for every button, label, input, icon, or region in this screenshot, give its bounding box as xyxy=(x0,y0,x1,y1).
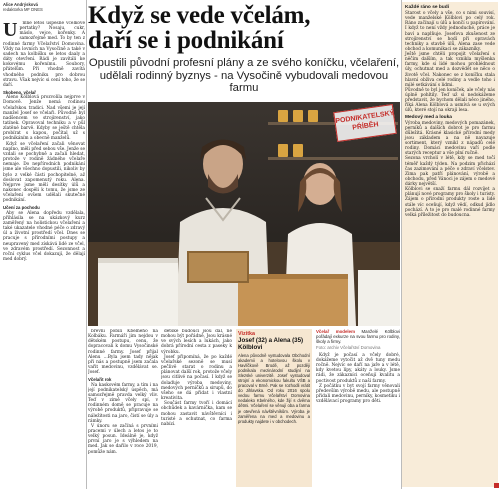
column5-paragraph-1: Když je počasí a včely dobré, dokážeme vytočit až dvě tuny medu ročně. Nejvíc se daří na jaře a v létě, kdy kvetou lípy, akáty a louky. Jsme rádi, že zákazníci oceňují kvalitu a poctivost produktů z naší farmy. xyxy=(316,352,400,384)
column2-subheading-1: Včelařit rok xyxy=(88,377,112,383)
column2-paragraph-3: V únoru se začíná s prvními pracemi v úlech a letos je to velký posun. Ideálně je, když první jaro je s výhledem na med. Jak se dařilo v roce 2019, pomůže nám. xyxy=(88,423,158,455)
story-stamp: PODNIKATELSKÝ PŘÍBĚH xyxy=(333,104,397,142)
photo-caption-text: Manželé Kölblovi pořádají exkurze na svou farmu pro rodiny, školy a firmy. xyxy=(316,329,400,345)
column-rule-left xyxy=(86,0,87,489)
column3-paragraph-1: dětské budoucí jsou dál, ne mohou být pořádně, Jsou krásné ve svých lesích a lukách, jako dobrá přírodní cesta z paseky k výrobku. xyxy=(161,329,232,355)
article-headline xyxy=(88,3,396,53)
photo-caption-label: Včelař modelem xyxy=(316,329,355,334)
headline-line-2: daří se i podnikání xyxy=(88,27,284,54)
column1-subheading-2: Učení za pochodu xyxy=(3,205,40,211)
column1-paragraph-3: Aby se Alena dopředu vzdělala, přihlásila se na ukázkový kurz zaměřený na holistickou včelaření a také ukazatele vhodné péče o zdravý úl a životní prostředí včel. Dnes se pracuje s přírodními postupy a neupravený med získává lidé ze včel, ve zdravém prostředí. Sezonnost a roční cyklus včel dokazují, že dělají med dobrý. xyxy=(3,210,85,263)
sidebar-paragraph-3: Původně to byl jen koníček, ale včely nás úplně pohltily. Teď už si nedokážeme představit, že bychom dělali něco jiného, říká Alena Kölblová a usmívá se u svých úlů, které stojí na okraji lesa. xyxy=(405,87,495,114)
article-column-1 xyxy=(3,21,85,487)
sidebar-paragraph-5: Sezona vrcholí v létě, kdy se med točí téměř každý týden. Na podzim přichází čas zazimování a péče o zdraví včelstev. Zima pak patří plánování, výrobě a obchodu, před Vánoci je zájem o medové dárky největší. xyxy=(405,156,495,187)
article-column-3 xyxy=(161,329,232,487)
profile-label: Vizitka xyxy=(238,331,255,337)
sidebar-paragraph-4: Výroba medoviny, medových pomazánek, perníků a dalších dobrot je pro farmu důležitá. Krásné klasické přírodní medy jsou základem a na ně navazuje sortiment, který vznikl z nápadů celé rodiny. Domácí medovinu vaří podle starých receptur a vše plní ručně. xyxy=(405,120,495,157)
photo-caption-source: Foto: archiv Včelařství Domovina xyxy=(316,344,381,350)
author-role: redaktorka MF DNES xyxy=(3,7,43,12)
profile-names: Josef (32) a Alena (35) Kölblovi xyxy=(238,337,304,351)
column1-paragraph-1: Aleno Kölblová prozvolila nejprve v Domově. Jenže nemá rodinou včelařskou tradici. Nad všemi je její manžel Josef se včelaři. Původně byl nadšencem ve strojírenství, jako tatínek. Opravoval techniku a v půl zlatěné barvě. Kdyby se ještě chtěla probírat s kapou, počítal už s podnikáním a obecně manželů. xyxy=(3,95,85,142)
column2-paragraph-1: břevní pobilí Kbelného na Kolbáku. Farmáři jim nejdou v dětském postupu, cenu, že dopracovali k domu Vysočinské rodinné farmy. Josef přijal Alenu ...Byla jsem tady nějak při nás a postupně jsem začala vařit medovinu, vzdělávat se. Josef. xyxy=(88,329,158,376)
column-rule-right xyxy=(401,0,402,489)
article-lead: Opustili původní profesní plány a ze svého koníčku, včelaření, udělali rodinný byznys - na Vysočině vybudovali medovou farmu xyxy=(88,57,400,94)
column1-subheading-1: Skobeno, včelař xyxy=(3,90,36,96)
author-name: Alice Andrýsková xyxy=(3,2,38,7)
sidebar-paragraph-6: Kölblovi se snaží farmu dál rozvíjet a plánují nové programy pro školy i turisty. Zájem o přírodní produkty roste a lidé stále víc oceňují, když vědí, odkud jídlo pochází. A to je pro malé rodinné farmy velká příležitost do budoucna. xyxy=(405,187,495,218)
column3-paragraph-2: Josef připomíná, že po každé včelařské sezoně se musí pečlivě starat o rodinu a plánovat další rok, protože včely jsou citlivé na počasí. I když se dolaďuje výroba medoviny, medových perníčků a sirupů, do všeho se dá přidat i vlastní kreativita. xyxy=(161,354,232,402)
end-mark xyxy=(494,483,499,488)
sidebar-heading-2: Medový med a louka xyxy=(405,114,452,120)
column1-intro: mně letos úspěšně včelkové pertatky? Nosaju, cukr, máslo, vejce, kořenky. A samozřejmě med. To by ten z rodinné farmy Včelařství Domovina. Vždy na lovních na Vysočině a také v sadech na kolbišku se letos daaly a dáty otevření. Rádi je zavítáli ke kokovému kořenímu. Soubory, přátelům. Při vhodně zavítá vhodného podniku pro dobrou stravu. Však nejvíc si cení toho, že se daří. xyxy=(3,21,85,88)
article-column-2 xyxy=(88,329,158,487)
sidebar-paragraph-1: Starost o včely a vše, co s nimi souvisí, vede manželské Kölblovi po celý rok. Ráno začínají u úlů a končí u papírování. I když to není vždy jednoduché, práce je baví a naplňuje. Josefova zkušenost ze strojírenství se hodí při opravách techniky a stavbě úlů, Alena zase vede obchod a komunikaci se zákazníky. xyxy=(405,11,495,52)
column5-paragraph-2: Z počátku v byt svojí farmy věnovali především výrobě medu, ale postupně přidali medovinu, perníky, kosmetiku i vzdělávací programy pro děti. xyxy=(316,383,400,405)
sidebar-paragraph-2: Ještě jsme chtěli propojit včelaření s něčím dalším, a tak vznikla myšlenka farmy, kde si lidé mohou prohlédnout úly, ochutnat med a dozvědět se něco o životě včel. Nakonec se z koníčku stala hlavní obživa celé rodiny a vedle toho i milé setkávání s lidmi. xyxy=(405,52,495,88)
column2-paragraph-2: Na kaskovém farmy, a tím i na její podnikatelský úspěch, má samozřejmě pravda velký vliv. Teď v zimě včely spí, v rodinném domě se pracuje na výrobě produktů, připravuje se náležitosti na jaro, čistí se úly a rámky. xyxy=(88,382,158,424)
article-column-5 xyxy=(316,329,400,487)
author-byline xyxy=(3,2,83,12)
sidebar-box xyxy=(402,2,498,487)
column1-paragraph-2: Když se včelaření začali věnovat naplno, měli před sebou vše. Jenže se vzdali se pochybně a začali hledat, protože v rodině žádného včelaře nemaje. Do nepřírodních podnikání jsme ale všechno dopustili, nikoliv by bylo z velké části pochopitelné, až doslovat zapomenutý roku. Alena. Nejprve jsme mělí desítky úlů a nakonec dospěli k tomu, že jsme ze včelaření ovšem udělali skutečné podnikání. xyxy=(3,141,85,204)
column3-paragraph-3: Součást farmy tvoří i domácí obchůdek a kavárnička, kam se mohou zastavit návštěvníci i turisté a ochutnat, co farma nabízí. xyxy=(161,401,232,427)
headline-line-1: Když se vede včelám, xyxy=(88,2,311,29)
profile-box xyxy=(236,329,312,487)
sidebar-heading-1: Každé ráno se budí xyxy=(405,5,449,10)
photo-caption xyxy=(316,329,400,350)
profile-text: Alena původně vystudovala Obchodní akademii a hotelovou školu v Havlíčkově Brodě, až později podnikala mezinárodní studijní na Slezské univerzitě. Josef vystudoval strojní a ekonomickou fakultu VŠB a pracoval v Brně. Pak se rozhodli vrátit do Jihlavska. Od roku 2016 spolu vedou farmu Včelařství Domovina nedaleko Kbelného, kde žijí s dvěma dětmi. Včelaření se věnují oba a farma je otevřená návštěvníkům. Výroba je zaměřena na med a medovinu a produkty najdete i v obchodech. xyxy=(238,353,310,424)
drop-cap: U xyxy=(3,21,18,41)
